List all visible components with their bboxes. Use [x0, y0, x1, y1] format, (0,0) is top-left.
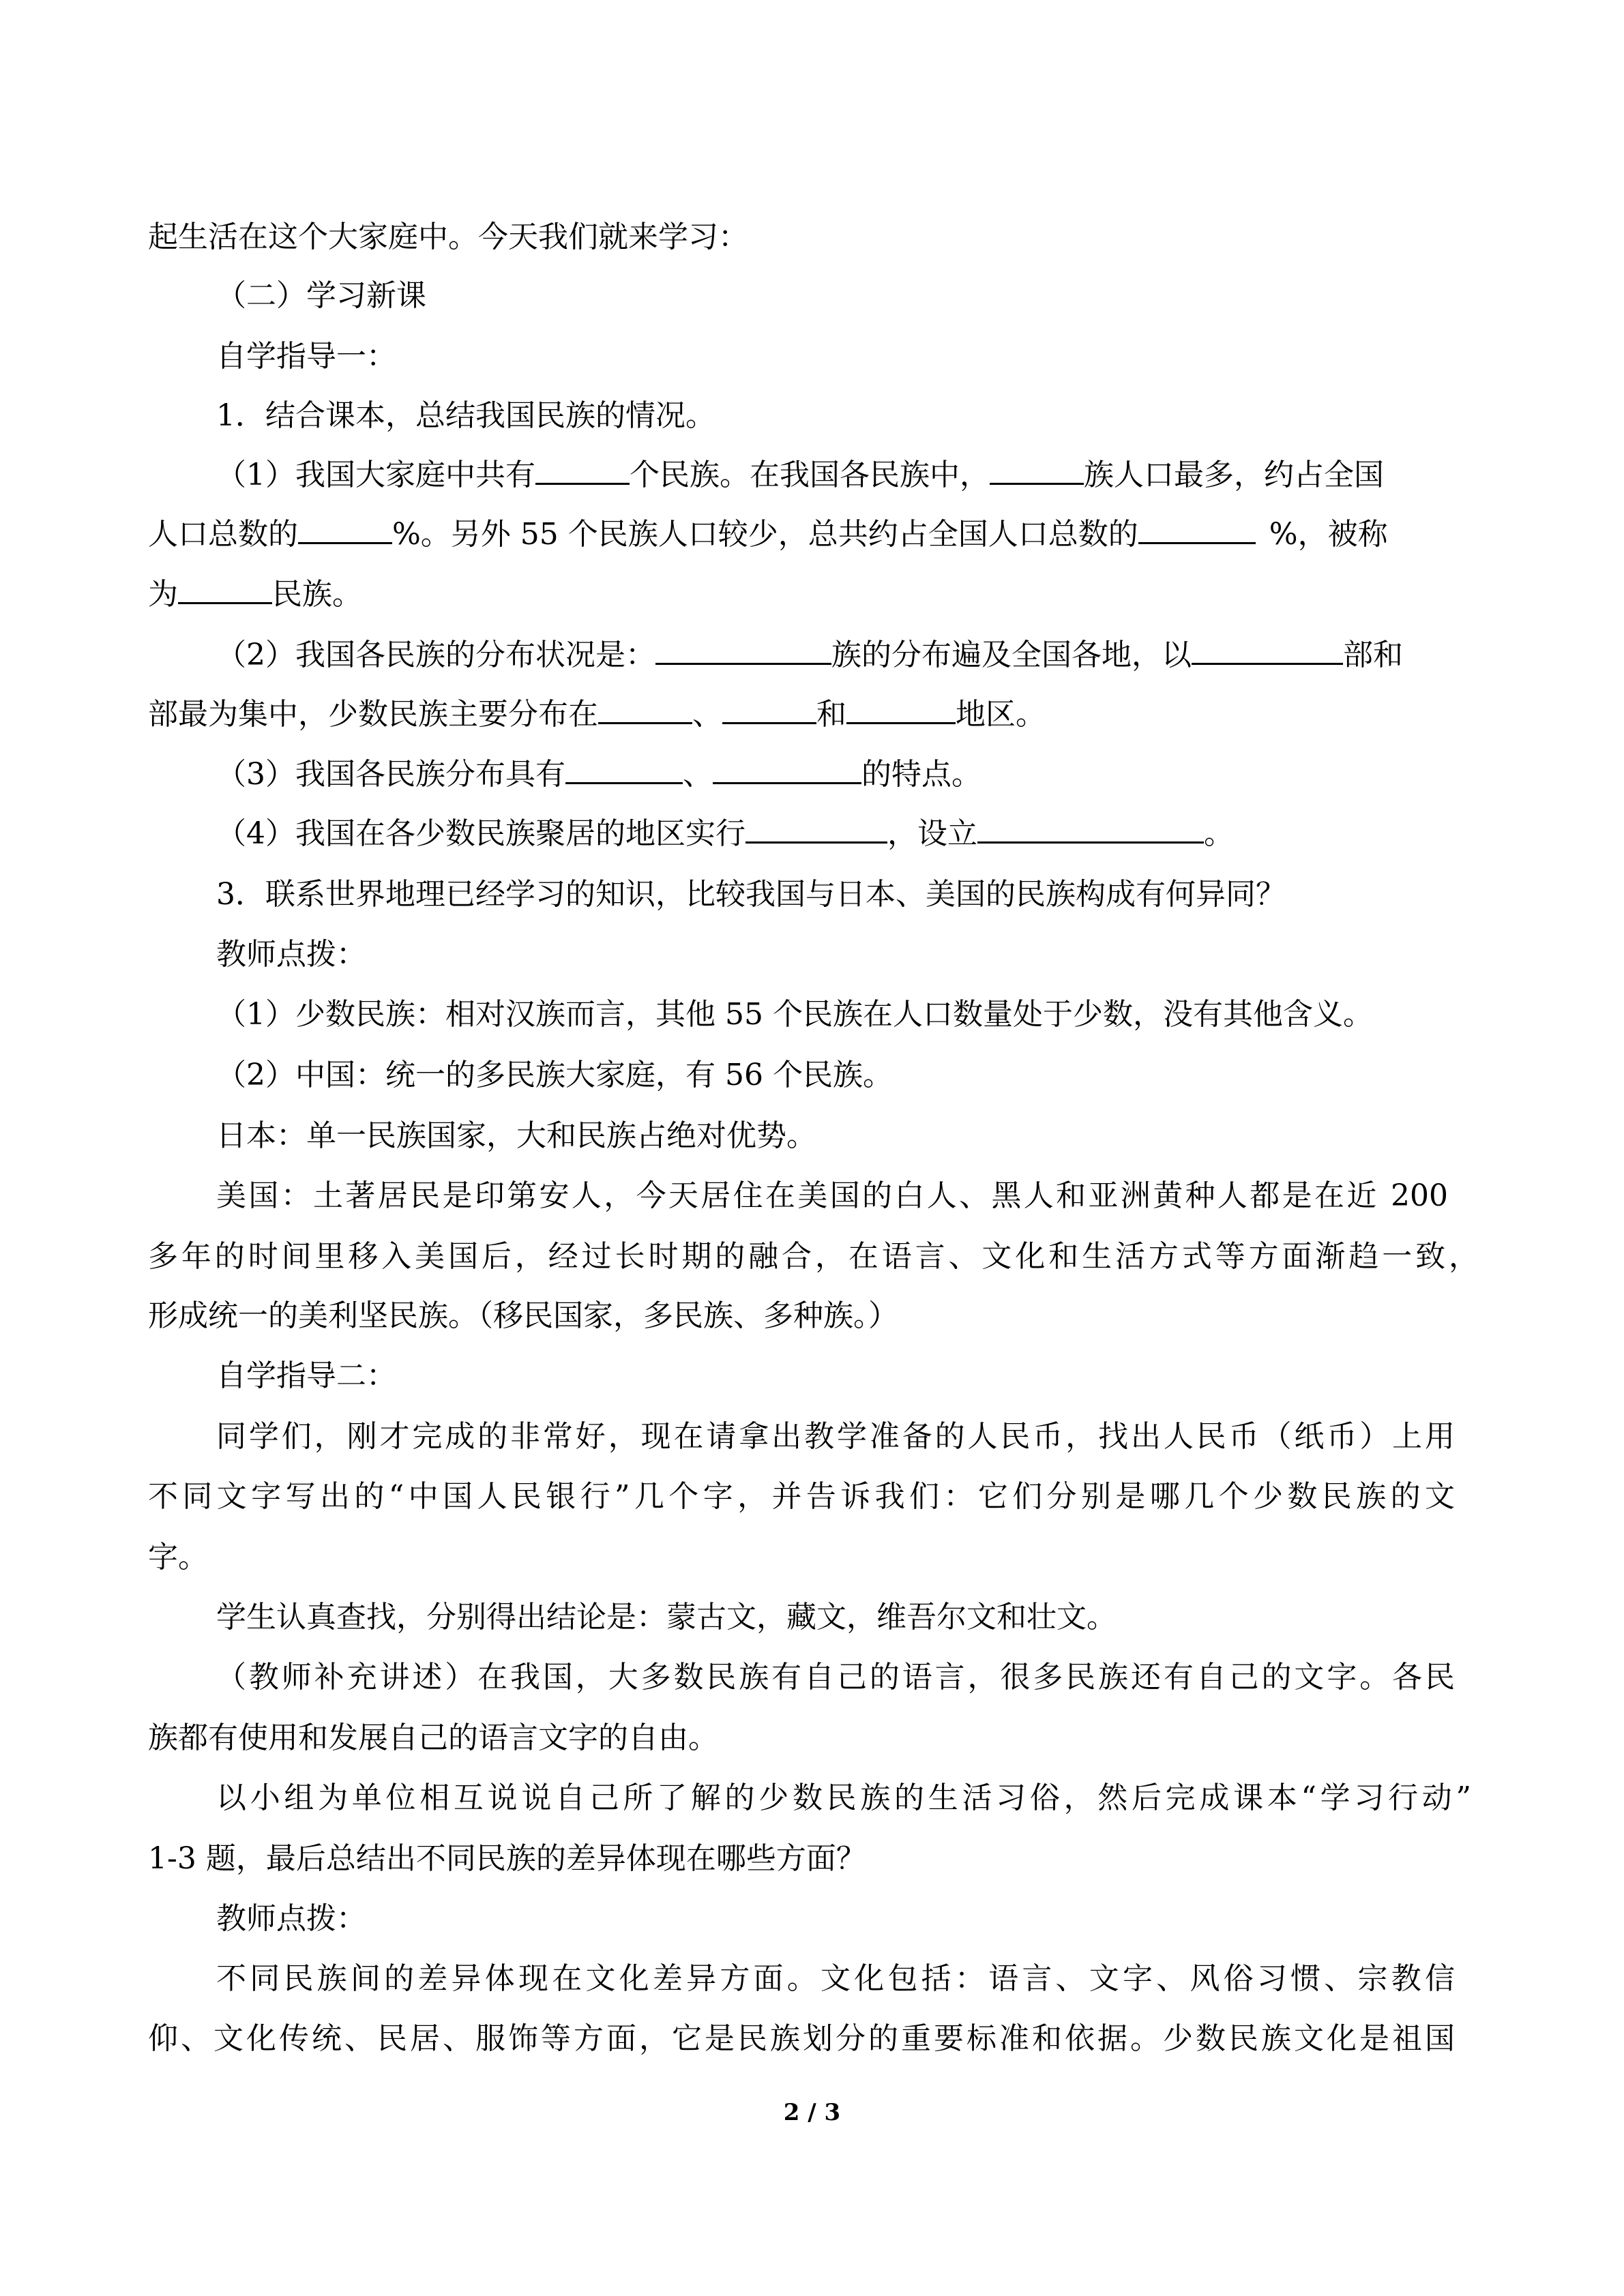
- line-text: ，设立: [887, 816, 977, 851]
- subheading: 教师点拨：: [216, 937, 366, 972]
- paragraph-line: 不同文字写出的“中国人民银行”几个字，并告诉我们：它们分别是哪几个少数民族的文: [148, 1479, 1455, 1514]
- line-text: 和: [816, 697, 846, 732]
- question-3: 3．联系世界地理已经学习的知识，比较我国与日本、美国的民族构成有何异同？: [216, 877, 1286, 912]
- paragraph-line: 1-3 题，最后总结出不同民族的差异体现在哪些方面？: [148, 1841, 866, 1876]
- line-text: 人口总数的: [148, 517, 298, 552]
- paragraph-line: 日本：单一民族国家，大和民族占绝对优势。: [216, 1118, 816, 1153]
- line-text: 个民族。在我国各民族中，: [630, 458, 990, 492]
- line-text: （1）我国大家庭中共有: [216, 458, 535, 492]
- answer-blank[interactable]: [298, 515, 392, 544]
- answer-blank[interactable]: [990, 456, 1084, 485]
- line-text: 部和: [1343, 638, 1403, 672]
- subheading: 自学指导一：: [216, 339, 396, 374]
- answer-blank[interactable]: [535, 456, 630, 485]
- fill-blank-line: [216, 455, 1384, 496]
- line-text: 、: [683, 757, 713, 792]
- answer-blank[interactable]: [977, 814, 1204, 844]
- line-text: （4）我国在各少数民族聚居的地区实行: [216, 816, 745, 851]
- answer-blank[interactable]: [713, 755, 861, 784]
- answer-blank[interactable]: [565, 755, 683, 784]
- line-text: 为: [148, 577, 178, 612]
- paragraph-line: 不同民族间的差异体现在文化差异方面。文化包括：语言、文字、风俗习惯、宗教信: [216, 1961, 1455, 1996]
- answer-blank[interactable]: [598, 695, 692, 724]
- paragraph-line: （2）中国：统一的多民族大家庭，有 56 个民族。: [216, 1058, 893, 1092]
- paragraph-line: 以小组为单位相互说说自己所了解的少数民族的生活习俗，然后完成课本“学习行动”: [216, 1780, 1471, 1815]
- paragraph-line: 同学们，刚才完成的非常好，现在请拿出教学准备的人民币，找出人民币（纸币）上用: [216, 1419, 1455, 1454]
- line-text: 地区。: [956, 697, 1046, 732]
- line-text: 民族。: [272, 577, 362, 612]
- line-text: 。: [1204, 816, 1234, 851]
- subheading: 教师点拨：: [216, 1901, 366, 1936]
- section-heading: （二）学习新课: [216, 278, 426, 313]
- paragraph-line: 多年的时间里移入美国后，经过长时期的融合，在语言、文化和生活方式等方面渐趋一致，: [148, 1239, 1479, 1274]
- paragraph-line: 起生活在这个大家庭中。今天我们就来学习：: [148, 220, 748, 254]
- line-text: %，被称: [1269, 517, 1388, 552]
- answer-blank[interactable]: [655, 636, 831, 665]
- line-text: 族的分布遍及全国各地，以: [831, 638, 1192, 672]
- answer-blank[interactable]: [722, 695, 816, 724]
- paragraph-line: 形成统一的美利坚民族。（移民国家，多民族、多种族。）: [148, 1298, 898, 1333]
- answer-blank[interactable]: [1192, 636, 1343, 665]
- line-text: 、: [692, 697, 722, 732]
- page-number: 2 / 3: [783, 2099, 841, 2126]
- fill-blank-line: [216, 754, 981, 795]
- fill-blank-line: [148, 574, 362, 615]
- fill-blank-line: [216, 635, 1403, 676]
- line-text: 的特点。: [861, 757, 981, 792]
- line-text: 部最为集中，少数民族主要分布在: [148, 697, 598, 732]
- line-text: %。另外 55 个民族人口较少，总共约占全国人口总数的: [392, 517, 1138, 552]
- subheading: 自学指导二：: [216, 1358, 396, 1393]
- answer-blank[interactable]: [178, 575, 272, 604]
- paragraph-line: 字。: [148, 1540, 208, 1575]
- paragraph-line: （教师补充讲述）在我国，大多数民族有自己的语言，很多民族还有自己的文字。各民: [216, 1660, 1455, 1695]
- paragraph-line: 仰、文化传统、民居、服饰等方面，它是民族划分的重要标准和依据。少数民族文化是祖国: [148, 2021, 1455, 2056]
- paragraph-line: 美国：土著居民是印第安人，今天居住在美国的白人、黑人和亚洲黄种人都是在近 200: [216, 1178, 1448, 1213]
- paragraph-line: 学生认真查找，分别得出结论是：蒙古文，藏文，维吾尔文和壮文。: [216, 1600, 1117, 1635]
- answer-blank[interactable]: [745, 814, 887, 844]
- answer-blank[interactable]: [1138, 515, 1256, 544]
- answer-blank[interactable]: [846, 695, 956, 724]
- paragraph-line: （1）少数民族：相对汉族而言，其他 55 个民族在人口数量处于少数，没有其他含义。: [216, 997, 1373, 1032]
- fill-blank-line: [216, 814, 1234, 854]
- line-text: 族人口最多，约占全国: [1084, 458, 1384, 492]
- fill-blank-line: [148, 514, 1388, 555]
- question-1: 1．结合课本，总结我国民族的情况。: [216, 398, 715, 433]
- fill-blank-line: [148, 694, 1046, 735]
- line-text: （3）我国各民族分布具有: [216, 757, 565, 792]
- line-text: （2）我国各民族的分布状况是：: [216, 638, 655, 672]
- paragraph-line: 族都有使用和发展自己的语言文字的自由。: [148, 1720, 718, 1755]
